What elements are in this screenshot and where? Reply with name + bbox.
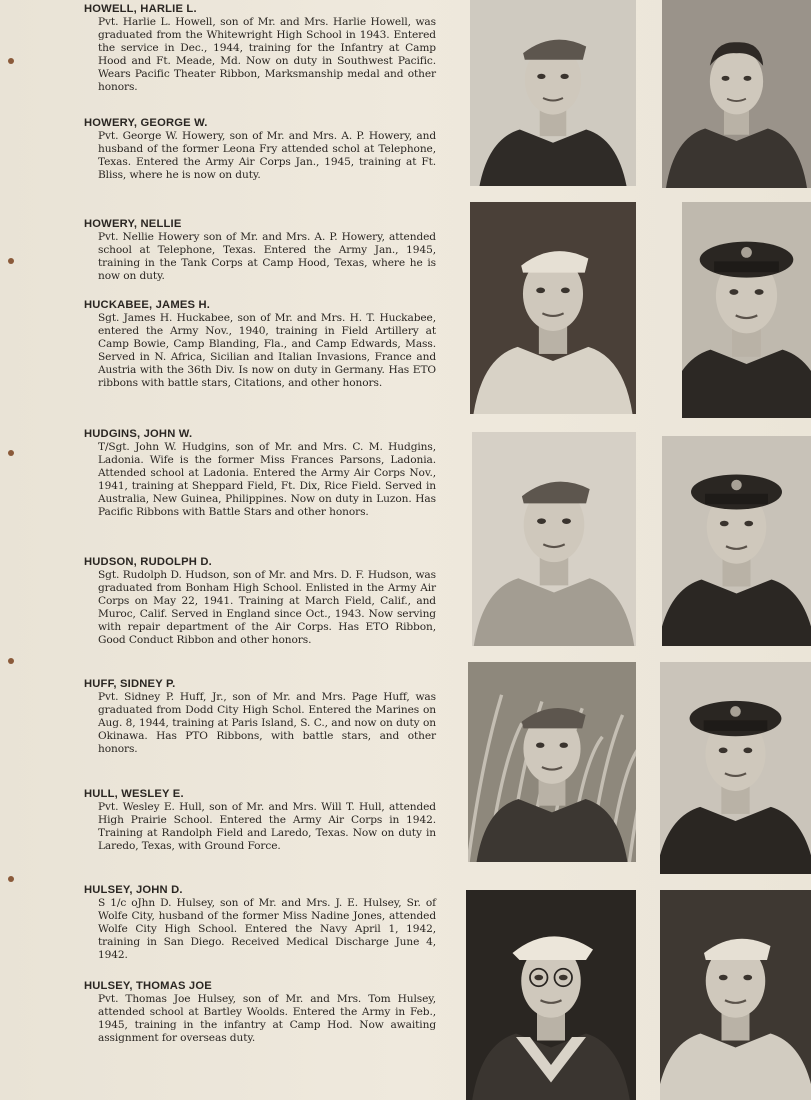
portrait-soldier-service-cap-image — [662, 436, 811, 646]
entry-hulsey-john — [84, 884, 436, 962]
binder-hole — [8, 876, 14, 882]
entry-name: HOWERY, NELLIE — [84, 218, 182, 230]
entry-text: Pvt. Wesley E. Hull, son of Mr. and Mrs. Will T. Hull, attended High Prairie School. Entered the Army Air Corps in 1942. Training at Randolph Field and Laredo, Texas. Now on duty in Laredo, Texas, with Ground Force. — [98, 801, 436, 853]
entry-huff-sidney — [84, 678, 436, 756]
entry-name: HUCKABEE, JAMES H. — [84, 299, 211, 311]
entry-howell-harlie — [84, 3, 436, 95]
binder-hole — [8, 658, 14, 664]
portrait-soldier-service-cap-image — [682, 202, 811, 418]
entry-hudgins-john — [84, 428, 436, 520]
binder-hole — [8, 450, 14, 456]
portrait-soldier-garrison-cap-image — [470, 202, 636, 414]
entry-howery-nellie — [84, 218, 436, 283]
entry-text: Pvt. George W. Howery, son of Mr. and Mrs. A. P. Howery, and husband of the former Leona Fry attended schol at Telephone, Texas. Entered the Army Air Corps Jan., 1945, training at Ft. Bliss, where he is now on duty. — [98, 130, 436, 182]
entry-name: HULL, WESLEY E. — [84, 788, 184, 800]
portrait-photo — [470, 202, 636, 414]
entry-name: HULSEY, JOHN D. — [84, 884, 183, 896]
binder-hole — [8, 258, 14, 264]
portrait-photo — [662, 0, 811, 188]
entry-hulsey-thomas — [84, 980, 436, 1045]
entry-text: S 1/c oJhn D. Hulsey, son of Mr. and Mrs. J. E. Hulsey, Sr. of Wolfe City, husband of the former Miss Nadine Jones, attended Wolfe City High School. Entered the Navy April 1, 1942, training in San Diego. Received Medical Discharge June 4, 1942. — [98, 897, 436, 962]
entry-name: HOWERY, GEORGE W. — [84, 117, 208, 129]
portrait-civilian-image — [662, 0, 811, 188]
entry-text: Sgt. James H. Huckabee, son of Mr. and Mrs. H. T. Huckabee, entered the Army Nov., 1940, training in Field Artillery at Camp Bowie, Camp Blanding, Fla., and Camp Edwards, Mass. Served in N. Africa, Sicilian and Italian Invasions, France and Austria with the 36th Div. Is now on duty in Germany. Has ETO ribbons with battle stars, Citations, and other honors. — [98, 312, 436, 390]
entry-text: Pvt. Nellie Howery son of Mr. and Mrs. A. P. Howery, attended school at Telephone, Texas. Entered the Army Jan., 1945, training in the Tank Corps at Camp Hood, Texas, where he is now on duty. — [98, 231, 436, 283]
portrait-photo — [660, 890, 811, 1100]
portrait-photo — [660, 662, 811, 874]
entry-hull-wesley — [84, 788, 436, 853]
entry-text: Sgt. Rudolph D. Hudson, son of Mr. and Mrs. D. F. Hudson, was graduated from Bonham High School. Enlisted in the Army Air Corps on May 22, 1941. Training at March Field, Calif., and Muroc, Calif. Served in England since Oct., 1943. Now serving with repair department of the Air Corps. Has ETO Ribbon, Good Conduct Ribbon and other honors. — [98, 569, 436, 647]
portrait-soldier-service-cap-image — [660, 662, 811, 874]
entry-text: Pvt. Sidney P. Huff, Jr., son of Mr. and Mrs. Page Huff, was graduated from Dodd City High Schol. Entered the Marines on Aug. 8, 1944, training at Paris Island, S. C., and now on duty on Okinawa. Has PTO Ribbons, with battle stars, and other honors. — [98, 691, 436, 756]
portrait-photo — [466, 890, 636, 1100]
portrait-photo — [470, 0, 636, 186]
portrait-photo — [468, 662, 636, 862]
entry-name: HUDGINS, JOHN W. — [84, 428, 193, 440]
entry-text: Pvt. Harlie L. Howell, son of Mr. and Mrs. Harlie Howell, was graduated from the Whitewright High School in 1943. Entered the service in Dec., 1944, training for the Infantry at Camp Hood and Ft. Meade, Md. Now on duty in Southwest Pacific. Wears Pacific Theater Ribbon, Marksmanship medal and other honors. — [98, 16, 436, 94]
entry-name: HUDSON, RUDOLPH D. — [84, 556, 212, 568]
entry-text: Pvt. Thomas Joe Hulsey, son of Mr. and Mrs. Tom Hulsey, attended school at Bartley Woolds. Entered the Army in Feb., 1945, training in the infantry at Camp Hod. Now awaiting assignment for overseas duty. — [98, 993, 436, 1045]
entry-hudson-rudolph — [84, 556, 436, 648]
portrait-soldier-cap-image — [470, 0, 636, 186]
entry-name: HOWELL, HARLIE L. — [84, 3, 197, 15]
portrait-soldier-foliage-image — [468, 662, 636, 862]
binder-hole — [8, 58, 14, 64]
entry-howery-george — [84, 117, 436, 182]
portrait-soldier-garrison-cap-image — [660, 890, 811, 1100]
entry-huckabee-james — [84, 299, 436, 391]
entry-text: T/Sgt. John W. Hudgins, son of Mr. and Mrs. C. M. Hudgins, Ladonia. Wife is the former Miss Frances Parsons, Ladonia. Attended school at Ladonia. Entered the Army Air Corps Nov., 1941, training at Sheppard Field, Ft. Dix, Rice Field. Served in Australia, New Guinea, Philippines. Now on duty in Luzon. Has Pacific Ribbons with Battle Stars and other honors. — [98, 441, 436, 519]
portrait-soldier-garrison-cap-image — [472, 432, 636, 646]
portrait-photo — [472, 432, 636, 646]
portrait-photo — [662, 436, 811, 646]
entry-name: HULSEY, THOMAS JOE — [84, 980, 212, 992]
portrait-sailor-image — [466, 890, 636, 1100]
entry-name: HUFF, SIDNEY P. — [84, 678, 176, 690]
portrait-photo — [682, 202, 811, 418]
